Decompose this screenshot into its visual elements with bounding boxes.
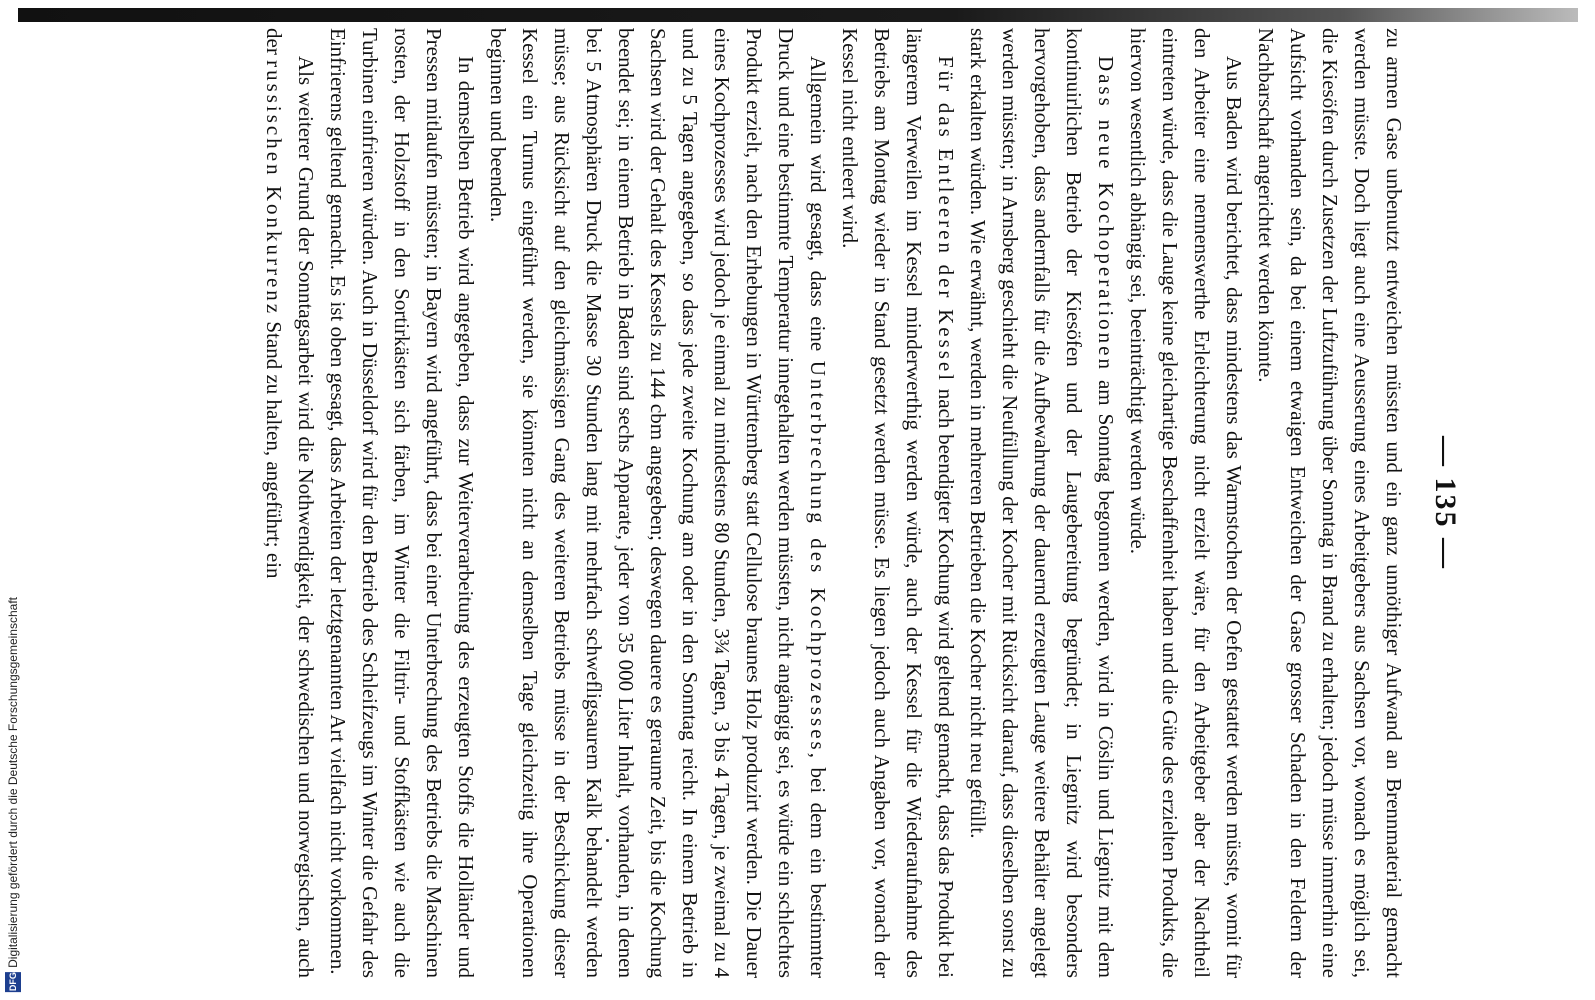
paragraph — [834, 28, 962, 978]
emphasis: Für das Entleeren der Kessel — [934, 56, 958, 384]
paragraph-text: Stand zu halten, angeführt; ein — [262, 316, 286, 579]
scan-speck — [606, 839, 609, 842]
digitization-credit — [2, 597, 24, 992]
paragraph-text: , bei dem ein bestimmter Druck und eine bestimmte Temperatur innegehalten werden müssten, nicht angängig sei, es würde ein schlechtes Produkt erzielt, nach den Erhebungen in Württemberg statt Cellulose braunes Holz produzirt werden. Die Dauer eines Kochprozesses wird jedoch je einmal zu mindestens 80 Stunden, 3¾ Tagen, 3 bis 4 Tagen, je zweimal zu 4 und zu 5 Tagen angegeben, so dass jede zweite Kochung am oder in den Sonntag reicht. In einem Betrieb in Sachsen wird der Gehalt des Kessels zu 144 cbm angegeben; deswegen dauere es geraume Zeit, bis die Kochung beendet sei; in einem Betrieb in Baden sind sechs Apparate, jeder von 35 000 Liter Inhalt, vorhanden, in denen bei 5 Atmosphären Druck die Masse 30 Stunden lang mit mehrfach schwefligsaurem Kalk behandelt werden müsse; aus Rücksicht auf den gleichmässigen Gang des weiteren Betriebs müsse in der Beschickung dieser Kessel ein Turnus eingeführt werden, sie könnten nicht an demselben Tage gleichzeitig ihre Operationen beginnen und beenden. — [486, 28, 830, 979]
credit-text: Digitalisierung gefördert durch die Deutsche Forschungsgemeinschaft — [6, 597, 20, 968]
paragraph — [962, 28, 1122, 978]
page-number: — 135 — — [1429, 436, 1462, 570]
paragraph: In demselben Betrieb wird angegeben, dass zur Weiterverarbeitung des erzeugten Stoffs die Holländer und Pressen mitlaufen müssten; in Bayern wird angeführt, dass bei einer Unterbrechung des Betriebs die Maschinen rosten, der Holzstoff in den Sortirkästen sich färben, im Winter die Filtrir- und Stoffkästen wie auch die Turbinen einfrieren würden. Auch in Düsseldorf wird für den Betrieb des Schleifzeugs im Winter die Gefahr des Einfrierens geltend gemacht. Es ist oben gesagt, dass Arbeiten der letztgenannten Art vielfach nicht vorkommen. — [326, 28, 478, 978]
body-text — [258, 28, 1410, 978]
paragraph: zu armen Gase unbenutzt entweichen müssten und ein ganz unnöthiger Aufwand an Brennmaterial gemacht werden müsste. Doch liegt auch eine Aeusserung eines Arbeitgebers aus Sachsen vor, wonach es möglich sei, die Kiesöfen durch Zusetzen der Luftzuführung über Sonntag in Brand zu erhalten; jedoch müsse immerhin eine Aufsicht vorhanden sein, da bei einem etwaigen Entweichen der Gase grosser Schaden in den Feldern der Nachbarschaft angerichtet werden könnte. — [1254, 28, 1406, 978]
paragraph — [258, 28, 322, 978]
paragraph: Aus Baden wird berichtet, dass mindestens das Warmstochen der Oefen gestattet werden müsste, womit für den Arbeiter eine nennenswerthe Erleichterung nicht erzielt wäre, für den Arbeitgeber aber der Nachtheil eintreten würde, dass die Lauge keine gleichartige Beschaffenheit haben und die Güte des erzielten Produkts, die hiervon wesentlich abhängig sei, beeinträchtigt werden würde. — [1126, 28, 1246, 978]
paragraph — [482, 28, 834, 978]
emphasis: Unterbrechung des Kochprozesses — [806, 360, 830, 753]
paragraph-text: nach beendigter Kochung wird geltend gemacht, dass das Produkt bei längerem Verweilen im Kessel minderwerthig werden würde, auch der Kessel für die Wiederaufnahme des Betriebs am Montag wieder in Stand gesetzt werden müsse. Es liegen jedoch auch Angaben vor, wonach der Kessel nicht entleert wird. — [838, 28, 958, 979]
paragraph-text: Als weiterer Grund der Sonntagsarbeit wird die Nothwendigkeit, der schwedischen und norwegischen, auch der — [262, 28, 318, 978]
paragraph-text: am Sonntag begonnen werden, wird in Cöslin und Liegnitz mit dem kontinuirlichen Betrieb der Kiesöfen und der Laugebereitung begründet; in Liegnitz wird besonders hervorgehoben, dass andernfalls für die Aufbewahrung der dauernd erzeugten Lauge weitere Behälter angelegt werden müssten; in Arnsberg geschieht die Neufüllung der Kocher mit Rücksicht darauf, dass dieselben sonst zu stark erkalten würden. Wie erwähnt, werden in mehreren Betrieben die Kocher nicht neu gefüllt. — [966, 28, 1118, 978]
emphasis: russischen Konkurrenz — [262, 60, 286, 317]
paragraph-text: Allgemein wird gesagt, dass eine — [806, 56, 830, 361]
scanned-page — [110, 28, 1470, 978]
rotated-page-content — [110, 28, 1470, 978]
scan-edge-bar — [18, 8, 1578, 22]
dfg-logo-icon: DFG — [5, 972, 21, 992]
emphasis: Dass neue Kochoperationen — [1094, 56, 1118, 372]
